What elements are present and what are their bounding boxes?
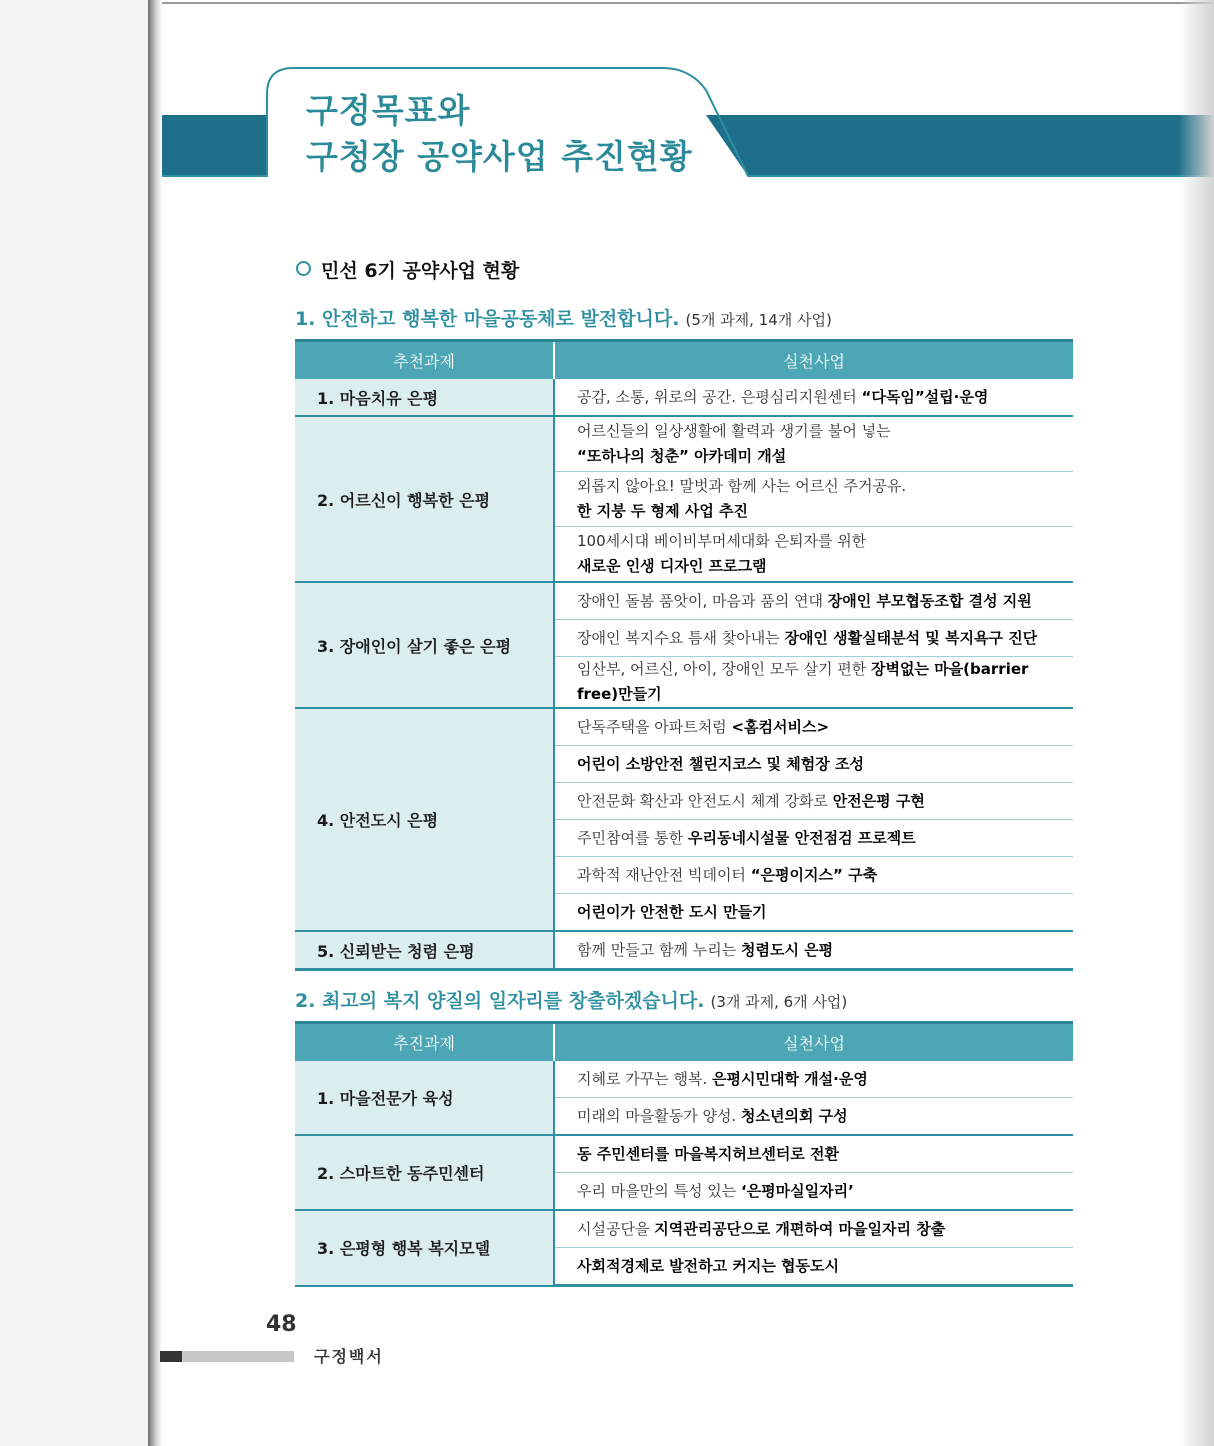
project-text: 100세시대 베이비부머세대화 은퇴자를 위한 xyxy=(577,532,867,550)
page-number: 48 xyxy=(266,1312,297,1337)
table-row xyxy=(295,708,1073,746)
project-text: 시설공단을 xyxy=(577,1219,655,1238)
goal-2-body xyxy=(295,1061,1073,1286)
goal-count: (5개 과제, 14개 사업) xyxy=(685,311,832,329)
table-row xyxy=(295,582,1073,620)
project-cell xyxy=(554,379,1073,416)
col-header-task: 추천과제 xyxy=(295,341,554,380)
project-text: 지혜로 가꾸는 행복. xyxy=(577,1069,712,1088)
project-highlight: <홈컴서비스> xyxy=(731,717,830,736)
project-highlight: 어린이 소방안전 챌린지코스 및 체험장 조성 xyxy=(577,754,864,773)
project-cell xyxy=(554,820,1073,857)
project-highlight: “또하나의 청춘” 아카데미 개설 xyxy=(577,447,787,465)
book-title: 구정백서 xyxy=(314,1347,384,1366)
project-cell xyxy=(554,931,1073,970)
project-text: 임산부, 어르신, 아이, 장애인 모두 살기 편한 xyxy=(577,660,872,678)
circle-bullet-icon xyxy=(296,261,311,276)
project-text: 어르신들의 일상생활에 활력과 생기를 불어 넣는 xyxy=(577,422,891,440)
project-cell xyxy=(554,1098,1073,1136)
project-cell xyxy=(554,1061,1073,1098)
project-text: 과학적 재난안전 빅데이터 xyxy=(577,865,751,884)
chapter-title xyxy=(306,88,693,180)
project-cell xyxy=(554,1248,1073,1286)
goal-count: (3개 과제, 6개 사업) xyxy=(710,993,848,1011)
goal-1-body xyxy=(295,379,1073,970)
project-cell xyxy=(554,746,1073,783)
project-highlight: 사회적경제로 발전하고 커지는 협동도시 xyxy=(577,1256,839,1275)
goal-title: 2. 최고의 복지 양질의 일자리를 창출하겠습니다. xyxy=(295,990,705,1012)
banner-bar-left xyxy=(162,115,267,176)
project-highlight: 장애인 부모협동조합 결성 지원 xyxy=(827,591,1032,610)
task-cell: 5. 신뢰받는 청렴 은평 xyxy=(295,931,554,970)
project-text: 장애인 복지수요 틈새 찾아내는 xyxy=(577,628,785,647)
col-header-task: 추진과제 xyxy=(295,1023,554,1062)
task-cell: 2. 스마트한 동주민센터 xyxy=(295,1135,554,1210)
project-cell xyxy=(554,472,1073,527)
project-text: 주민참여를 통한 xyxy=(577,828,688,847)
chapter-title-line2: 구청장 공약사업 추진현황 xyxy=(306,137,693,176)
project-highlight: 지역관리공단으로 개편하여 마을일자리 창출 xyxy=(654,1219,946,1238)
project-cell xyxy=(554,582,1073,620)
section-heading xyxy=(296,256,519,283)
page-binding-edge xyxy=(148,0,162,1446)
project-highlight: 장애인 생활실태분석 및 복지욕구 진단 xyxy=(784,628,1038,647)
table-row xyxy=(295,379,1073,416)
project-cell xyxy=(554,620,1073,657)
goal-2-heading xyxy=(295,986,847,1013)
col-header-project: 실천사업 xyxy=(554,1023,1073,1062)
project-cell xyxy=(554,1173,1073,1211)
section-heading-text: 민선 6기 공약사업 현황 xyxy=(321,260,520,282)
page-top-edge xyxy=(162,2,1214,4)
table-row xyxy=(295,1061,1073,1098)
project-cell xyxy=(554,1135,1073,1173)
project-cell xyxy=(554,1210,1073,1248)
project-highlight: 청소년의회 구성 xyxy=(740,1106,848,1125)
project-highlight: 우리동네시설물 안전점검 프로젝트 xyxy=(687,828,916,847)
project-text: 안전문화 확산과 안전도시 체계 강화로 xyxy=(577,791,833,810)
task-cell: 1. 마을전문가 육성 xyxy=(295,1061,554,1135)
project-highlight: 안전은평 구현 xyxy=(832,791,925,810)
project-highlight: 어린이가 안전한 도시 만들기 xyxy=(577,902,767,921)
banner-bar-right xyxy=(706,115,1214,176)
project-cell xyxy=(554,783,1073,820)
table-row xyxy=(295,1135,1073,1173)
task-cell: 4. 안전도시 은평 xyxy=(295,708,554,931)
project-text: 외롭지 않아요! 말벗과 함께 사는 어르신 주거공유. xyxy=(577,477,907,495)
task-cell: 1. 마음치유 은평 xyxy=(295,379,554,416)
project-text: 우리 마을만의 특성 있는 xyxy=(577,1181,741,1200)
project-highlight: ‘은평마실일자리’ xyxy=(740,1181,854,1200)
project-highlight: 은평시민대학 개설·운영 xyxy=(712,1069,868,1088)
project-text: 미래의 마을활동가 양성. xyxy=(577,1106,741,1125)
col-header-project: 실천사업 xyxy=(554,341,1073,380)
project-text: 장애인 돌봄 품앗이, 마음과 품의 연대 xyxy=(577,591,828,610)
chapter-title-line1: 구정목표와 xyxy=(306,91,471,130)
project-highlight: 청렴도시 은평 xyxy=(740,940,834,959)
table-row xyxy=(295,416,1073,472)
project-cell xyxy=(554,416,1073,472)
footer-bar xyxy=(160,1351,294,1362)
project-cell xyxy=(554,708,1073,746)
project-highlight: “다독임”설립·운영 xyxy=(861,387,989,406)
task-cell: 2. 어르신이 행복한 은평 xyxy=(295,416,554,582)
table-row xyxy=(295,931,1073,970)
page-curl-shadow xyxy=(1178,0,1214,1446)
project-highlight: 장벽없는 마을(barrier free)만들기 xyxy=(577,660,1029,703)
project-cell xyxy=(554,527,1073,583)
goal-1-heading xyxy=(295,304,832,331)
project-text: 공감, 소통, 위로의 공간. 은평심리지원센터 xyxy=(577,387,862,406)
project-highlight: 동 주민센터를 마을복지허브센터로 전환 xyxy=(577,1144,839,1163)
document-page xyxy=(148,0,1214,1446)
table-row xyxy=(295,1210,1073,1248)
project-cell xyxy=(554,657,1073,709)
task-cell: 3. 장애인이 살기 좋은 은평 xyxy=(295,582,554,708)
task-cell: 3. 은평형 행복 복지모델 xyxy=(295,1210,554,1286)
project-text: 단독주택을 아파트처럼 xyxy=(577,717,732,736)
project-highlight: 새로운 인생 디자인 프로그램 xyxy=(577,557,767,575)
goal-1-table xyxy=(295,339,1073,971)
project-cell xyxy=(554,894,1073,932)
project-highlight: “은평이지스” 구축 xyxy=(750,865,878,884)
footer-bar-accent xyxy=(160,1351,182,1362)
project-cell xyxy=(554,857,1073,894)
project-highlight: 한 지붕 두 형제 사업 추진 xyxy=(577,502,749,520)
project-text: 함께 만들고 함께 누리는 xyxy=(577,940,741,959)
goal-title: 1. 안전하고 행복한 마을공동체로 발전합니다. xyxy=(295,308,680,330)
goal-2-table xyxy=(295,1021,1073,1287)
